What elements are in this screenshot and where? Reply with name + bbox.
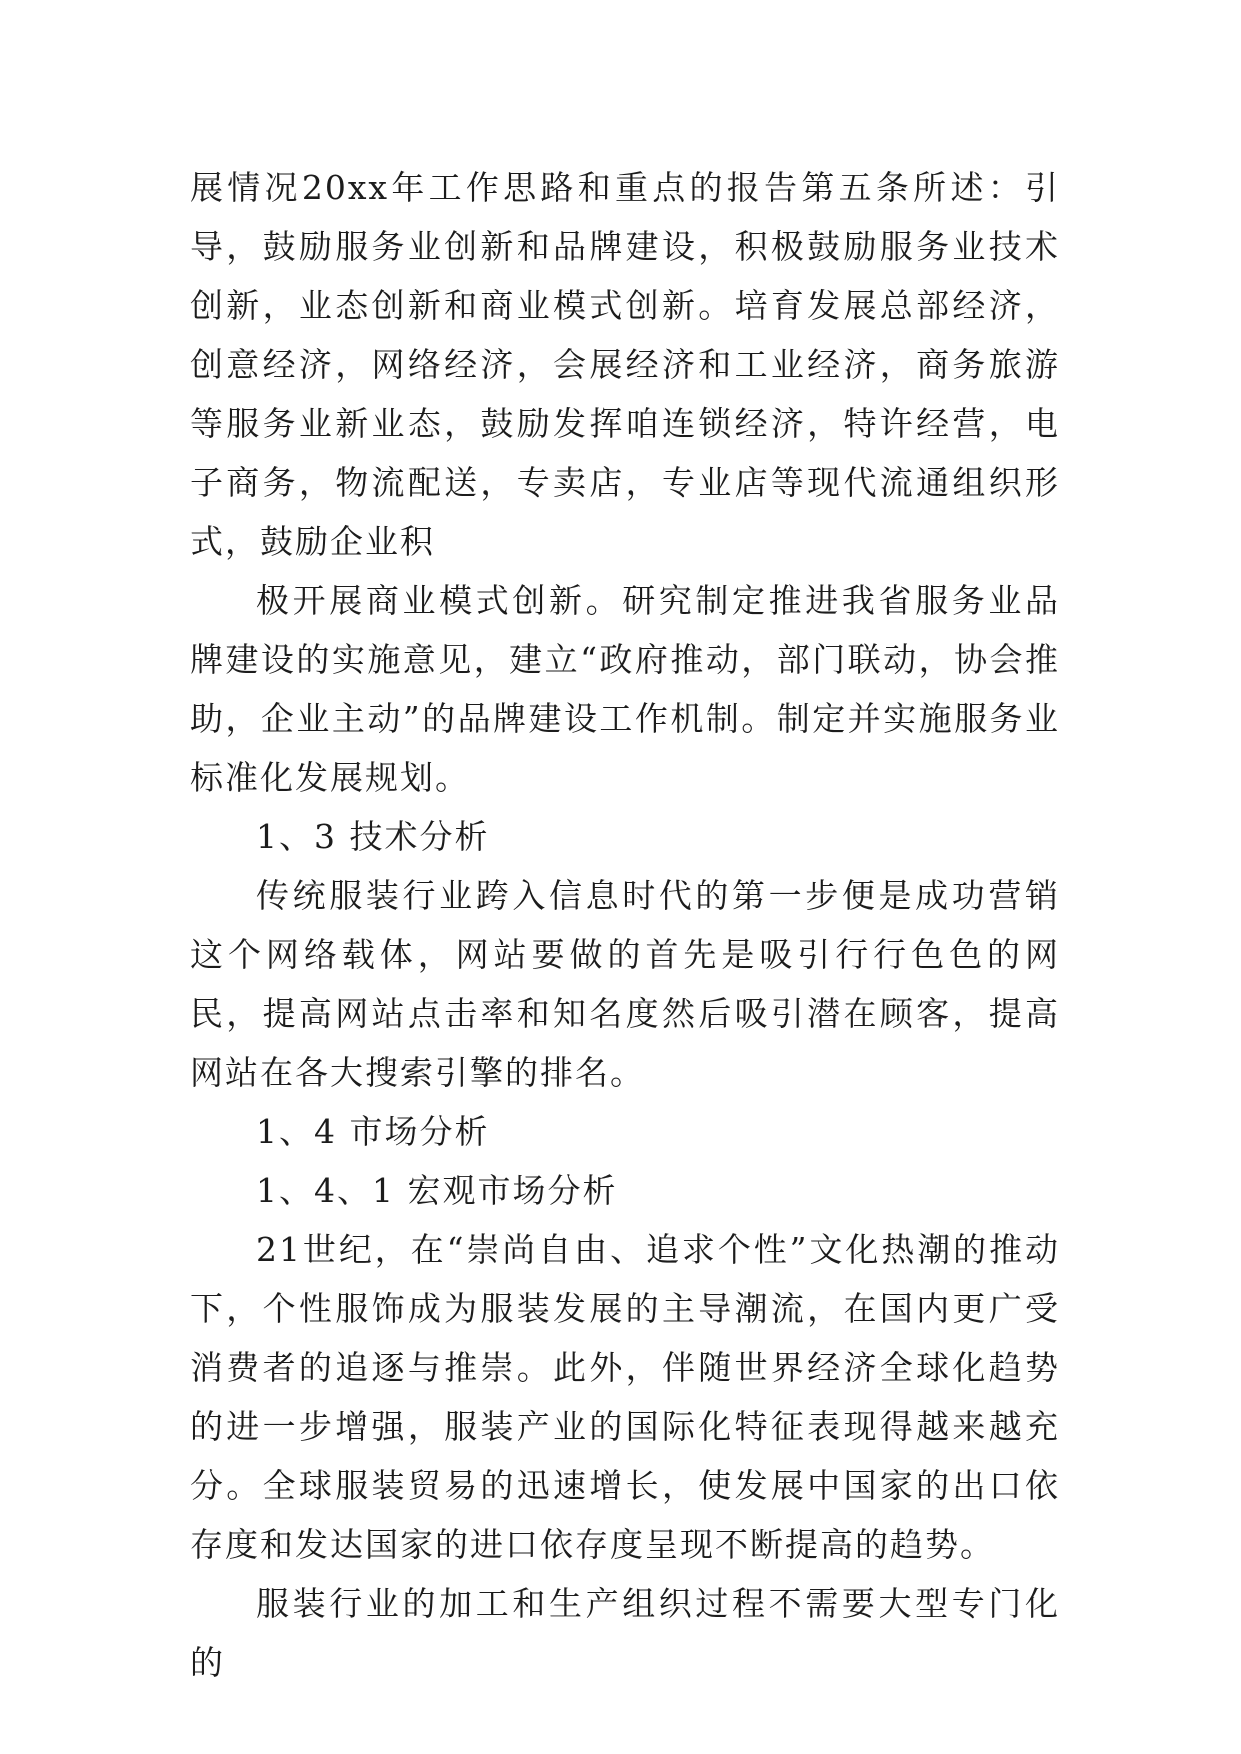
paragraph-continuation: 展情况20xx年工作思路和重点的报告第五条所述：引导，鼓励服务业创新和品牌建设，积极鼓励服务业技术创新，业态创新和商业模式创新。培育发展总部经济，创意经济，网络经济，会展经济和工业经济，商务旅游等服务业新业态，鼓励发挥咱连锁经济，特许经营，电子商务，物流配送，专卖店，专业店等现代流通组织形式，鼓励企业积	[190, 168, 1060, 561]
section-heading-macro-market-analysis: 1、4、1 宏观市场分析	[256, 1171, 618, 1210]
paragraph-technical-analysis: 传统服装行业跨入信息时代的第一步便是成功营销这个网络载体，网站要做的首先是吸引行行色色的网民，提高网站点击率和知名度然后吸引潜在顾客，提高网站在各大搜索引擎的排名。	[190, 876, 1060, 1092]
paragraph-production: 服装行业的加工和生产组织过程不需要大型专门化的	[190, 1584, 1060, 1682]
paragraph-macro-market: 21世纪，在“崇尚自由、追求个性”文化热潮的推动下，个性服饰成为服装发展的主导潮流，在国内更广受消费者的追逐与推崇。此外，伴随世界经济全球化趋势的进一步增强，服装产业的国际化特征表现得越来越充分。全球服装贸易的迅速增长，使发展中国家的出口依存度和发达国家的进口依存度呈现不断提高的趋势。	[190, 1230, 1060, 1564]
section-heading-market-analysis: 1、4 市场分析	[256, 1112, 490, 1151]
document-body	[190, 158, 1060, 1692]
section-heading-technical-analysis: 1、3 技术分析	[256, 817, 490, 856]
paragraph-brand-building: 极开展商业模式创新。研究制定推进我省服务业品牌建设的实施意见，建立“政府推动，部门联动，协会推助，企业主动”的品牌建设工作机制。制定并实施服务业标准化发展规划。	[190, 581, 1060, 797]
